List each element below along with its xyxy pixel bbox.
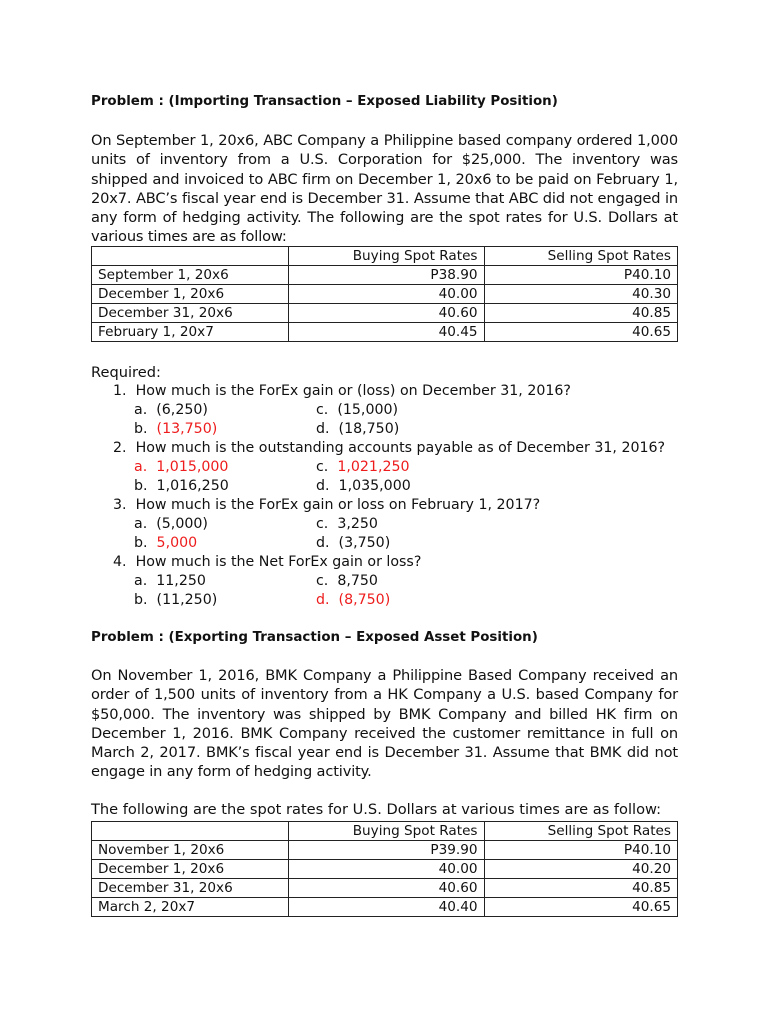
option-letter: c. — [316, 516, 329, 532]
table-cell: 40.00 — [289, 860, 485, 879]
problem2-rates-table — [91, 821, 678, 917]
option — [316, 459, 410, 475]
option-letter: b. — [134, 421, 148, 437]
table-cell: 40.65 — [484, 898, 677, 917]
table-cell: P39.90 — [289, 841, 485, 860]
option-value-answer: 1,015,000 — [156, 459, 229, 475]
question-text: How much is the Net ForEx gain or loss? — [135, 554, 422, 570]
question-1 — [113, 383, 571, 399]
table-cell: March 2, 20x7 — [92, 898, 289, 917]
option-letter: d. — [316, 592, 330, 608]
table-row — [92, 266, 678, 285]
question-text: How much is the outstanding accounts payable as of December 31, 2016? — [135, 440, 666, 456]
question-2 — [113, 440, 665, 456]
option-letter: a. — [134, 402, 148, 418]
table-cell: November 1, 20x6 — [92, 841, 289, 860]
option-letter: c. — [316, 402, 329, 418]
option — [134, 421, 217, 437]
question-number: 4. — [113, 554, 127, 570]
option-value: (11,250) — [156, 592, 218, 608]
table-cell: September 1, 20x6 — [92, 266, 289, 285]
table-cell: 40.20 — [484, 860, 677, 879]
option — [134, 478, 229, 494]
table-cell: 40.85 — [484, 879, 677, 898]
option — [134, 535, 197, 551]
table-row — [92, 898, 678, 917]
table-cell: December 31, 20x6 — [92, 304, 289, 323]
option-letter: d. — [316, 535, 330, 551]
question-4 — [113, 554, 421, 570]
option-letter: c. — [316, 573, 329, 589]
option — [134, 516, 208, 532]
table-cell: 40.60 — [289, 304, 485, 323]
table-cell: P40.10 — [484, 841, 677, 860]
option — [316, 402, 398, 418]
problem2-paragraph-text: On November 1, 2016, BMK Company a Philippine Based Company received an order of 1,500 units of inventory from a HK Company a U.S. based Company for $50,000. The inventory was shipped by BMK Company and billed HK firm on December 1, 2016. BMK Company received the customer remittance in full on March 2, 2017. BMK’s fiscal year end is December 31. Assume that BMK did not engage in any form of hedging activity. — [91, 667, 678, 781]
option-value-answer: (8,750) — [338, 592, 391, 608]
option-letter: b. — [134, 592, 148, 608]
table-row — [92, 304, 678, 323]
option-letter: d. — [316, 478, 330, 494]
option — [134, 459, 228, 475]
table-header-cell: Buying Spot Rates — [289, 822, 485, 841]
table-header-cell — [92, 247, 289, 266]
table-row — [92, 860, 678, 879]
option-value: (18,750) — [338, 421, 400, 437]
option — [316, 535, 390, 551]
table-row — [92, 285, 678, 304]
problem1-rates-table — [91, 246, 678, 342]
question-number: 2. — [113, 440, 127, 456]
table-cell: 40.65 — [484, 323, 677, 342]
option-value: (15,000) — [337, 402, 399, 418]
problem2-heading: Problem : (Exporting Transaction – Exposed Asset Position) — [91, 630, 538, 645]
option-value-answer: (13,750) — [156, 421, 218, 437]
option-letter: b. — [134, 478, 148, 494]
question-number: 3. — [113, 497, 127, 513]
table-cell: December 1, 20x6 — [92, 285, 289, 304]
table-cell: December 31, 20x6 — [92, 879, 289, 898]
problem1-heading: Problem : (Importing Transaction – Exposed Liability Position) — [91, 94, 558, 109]
table-cell: P38.90 — [289, 266, 485, 285]
table-cell: 40.00 — [289, 285, 485, 304]
question-number: 1. — [113, 383, 127, 399]
table-cell: P40.10 — [484, 266, 677, 285]
option — [134, 402, 208, 418]
table-cell: 40.30 — [484, 285, 677, 304]
table-cell: 40.60 — [289, 879, 485, 898]
option-value: (3,750) — [338, 535, 391, 551]
option — [134, 573, 206, 589]
table-cell: 40.45 — [289, 323, 485, 342]
table-header-cell — [92, 822, 289, 841]
option-value: 1,035,000 — [338, 478, 411, 494]
table-header-row — [92, 247, 678, 266]
option-value: 11,250 — [156, 573, 206, 589]
option-letter: c. — [316, 459, 329, 475]
table-cell: February 1, 20x7 — [92, 323, 289, 342]
question-text: How much is the ForEx gain or loss on February 1, 2017? — [135, 497, 541, 513]
problem2-paragraph — [91, 666, 678, 782]
option-value-answer: 5,000 — [156, 535, 198, 551]
option-value: 1,016,250 — [156, 478, 229, 494]
option — [316, 478, 411, 494]
option-value-answer: 1,021,250 — [337, 459, 410, 475]
table-cell: December 1, 20x6 — [92, 860, 289, 879]
option-value: (6,250) — [156, 402, 208, 418]
option-letter: a. — [134, 516, 148, 532]
option-value: 3,250 — [337, 516, 378, 532]
option-value: (5,000) — [156, 516, 208, 532]
option — [316, 592, 390, 608]
table-row — [92, 879, 678, 898]
problem2-table-intro: The following are the spot rates for U.S. Dollars at various times are as follow: — [91, 801, 662, 818]
question-3 — [113, 497, 540, 513]
table-header-cell: Selling Spot Rates — [484, 822, 677, 841]
table-row — [92, 323, 678, 342]
table-cell: 40.40 — [289, 898, 485, 917]
option — [134, 592, 217, 608]
option-letter: a. — [134, 573, 148, 589]
option-letter: b. — [134, 535, 148, 551]
problem1-paragraph — [91, 131, 678, 247]
option — [316, 573, 378, 589]
option — [316, 421, 399, 437]
table-row — [92, 841, 678, 860]
table-cell: 40.85 — [484, 304, 677, 323]
table-header-cell: Buying Spot Rates — [289, 247, 485, 266]
required-label: Required: — [91, 364, 161, 381]
option-letter: d. — [316, 421, 330, 437]
option-letter: a. — [134, 459, 148, 475]
table-header-cell: Selling Spot Rates — [484, 247, 677, 266]
question-text: How much is the ForEx gain or (loss) on December 31, 2016? — [135, 383, 571, 399]
table-header-row — [92, 822, 678, 841]
option — [316, 516, 378, 532]
option-value: 8,750 — [337, 573, 378, 589]
problem1-paragraph-text: On September 1, 20x6, ABC Company a Philippine based company ordered 1,000 units of inventory from a U.S. Corporation for $25,000. The inventory was shipped and invoiced to ABC firm on December 1, 20x6 to be paid on February 1, 20x7. ABC’s fiscal year end is December 31. Assume that ABC did not engaged in any form of hedging activity. The following are the spot rates for U.S. Dollars at various times are as follow: — [91, 132, 678, 246]
